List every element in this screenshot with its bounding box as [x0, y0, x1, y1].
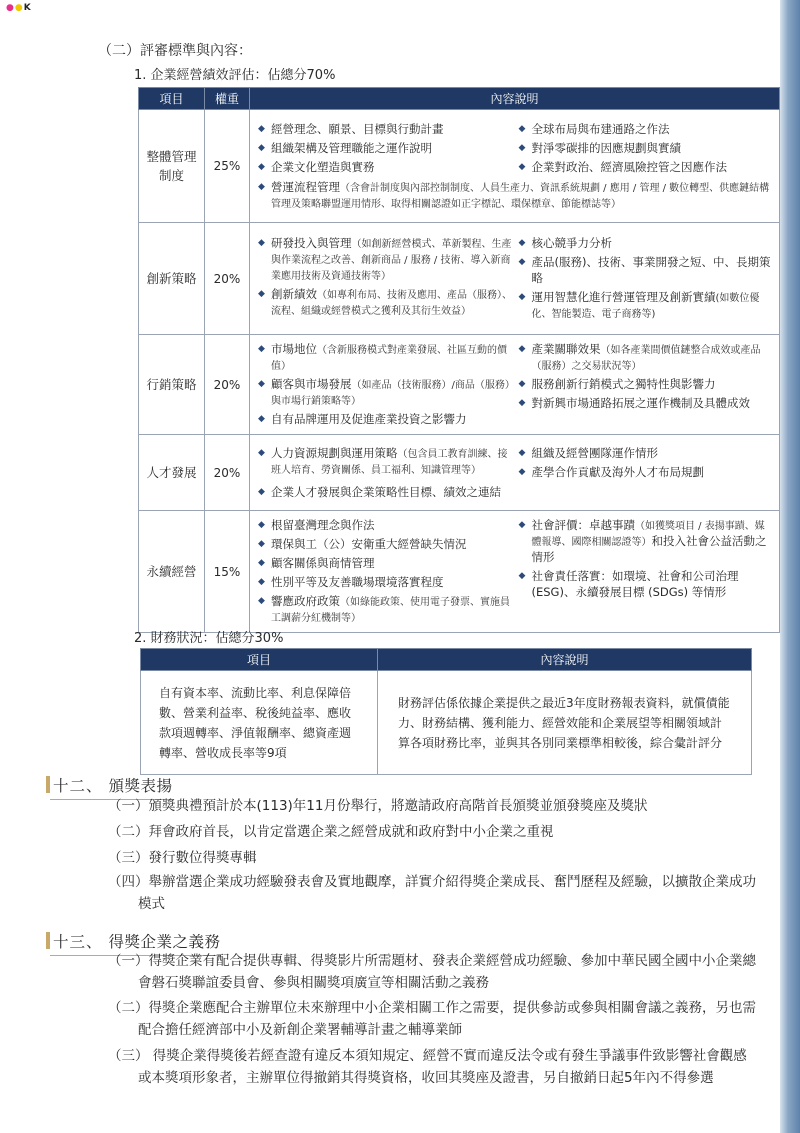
criteria-text: 產業關聯效果	[531, 342, 601, 356]
criteria-bullet	[258, 445, 513, 477]
header-item: 項目	[139, 88, 205, 110]
criteria-text: 全球布局與布建通路之作法	[531, 121, 670, 136]
criteria-text: 經營理念、願景、目標與行動計畫	[271, 121, 444, 136]
criteria-content	[250, 335, 780, 435]
criteria-text-tail: 和投入社會公益活動之情形	[531, 534, 767, 564]
criteria-bullet	[258, 286, 513, 318]
section12-item-1: （一）頒獎典禮預計於本(113)年11月份舉行，將邀請政府高階首長頒獎並頒發獎座及獎狀	[108, 798, 648, 814]
section13-number: 十三、	[53, 933, 103, 951]
criteria-text-tail: (ESG)、永續發展目標 (SDGs) 等情形	[531, 585, 727, 599]
criteria-bullet	[258, 159, 513, 175]
criteria-bullet	[258, 376, 513, 408]
criteria-note: (如數位優化、智能製造、電子商務等)	[531, 293, 760, 320]
criteria-text: 營運流程管理	[271, 179, 340, 194]
content-left-column	[258, 119, 513, 178]
criteria-bullet	[258, 536, 513, 552]
criteria-text: 對新興市場通路拓展之運作機制及具體成效	[531, 396, 750, 410]
header-weight: 權重	[205, 88, 250, 110]
table-row	[139, 223, 780, 335]
criteria-text: 環保與工（公）安衛重大經營缺失情況	[271, 537, 467, 551]
criteria-note: （如綠能政策、使用電子發票、實施員工調薪分紅機制等）	[271, 597, 510, 624]
section13-item-3: （三） 得獎企業得獎後若經查證有違反本須知規定、經營不實而違反法令或有發生爭議事件致影響社會觀感或本獎項形象者，主辦單位得撤銷其得獎資格，收回其獎座及證書，另自撤銷日起5年內不得參選	[108, 1048, 747, 1086]
criteria-bullet	[519, 395, 774, 411]
table-row	[139, 511, 780, 633]
header-item: 項目	[141, 649, 378, 671]
criteria-bullet	[519, 445, 774, 461]
criteria-note: （如產品（技術服務）/商品（服務）與市場行銷策略等）	[271, 380, 510, 407]
table1-caption: 1. 企業經營績效評估：佔總分70%	[134, 68, 336, 83]
section13-title: 得獎企業之義務	[108, 933, 221, 951]
header-content: 內容說明	[250, 88, 780, 110]
criteria-text: 顧客關係與商情管理	[271, 556, 375, 570]
content-right-column	[519, 443, 774, 483]
page-edge-band	[780, 0, 800, 1133]
content-right-column	[519, 233, 774, 324]
table2-caption: 2. 財務狀況：佔總分30%	[134, 631, 284, 646]
section13-item-1: （一）得獎企業有配合提供專輯、得獎影片所需題材、發表企業經營成功經驗、參加中華民國全國中小企業總會磐石獎聯誼委員會、參與相關獎項廣宣等相關活動之義務	[108, 953, 756, 991]
criteria-bullet	[519, 121, 774, 137]
criteria-note: （如專利布局、技術及應用、產品（服務）、流程、組織或經營模式之獲利及其衍生效益）	[271, 290, 512, 317]
table-row	[139, 335, 780, 435]
criteria-weight: 25%	[205, 110, 250, 223]
section-heading: （二）評審標準與內容：	[98, 43, 252, 59]
criteria-text: 市場地位	[271, 342, 317, 356]
criteria-bullet	[519, 376, 774, 392]
criteria-text: 人力資源規劃與運用策略	[271, 445, 398, 460]
criteria-bullet	[258, 235, 513, 283]
criteria-bullet	[258, 555, 513, 571]
criteria-item: 整體管理 制度	[139, 110, 205, 223]
criteria-text: 創新績效	[271, 287, 317, 301]
criteria-bullet	[519, 517, 774, 565]
criteria-bullet	[258, 140, 513, 156]
criteria-text: 企業對政治、經濟風險控管之因應作法	[531, 159, 727, 174]
section12-item-3: （三）發行數位得獎專輯	[108, 850, 257, 866]
print-color-marks: ●●K	[6, 3, 32, 13]
criteria-text: 產學合作貢獻及海外人才布局規劃	[531, 464, 704, 479]
criteria-item: 永續經營	[139, 511, 205, 633]
section12-item-4: （四）舉辦當選企業成功經驗發表會及實地觀摩，詳實介紹得獎企業成長、奮鬥歷程及經驗，以擴散企業成功模式	[108, 874, 756, 912]
table-row	[139, 435, 780, 511]
criteria-bullet	[258, 411, 513, 427]
criteria-text: 產品(服務)、技術、事業開發之短、中、長期策略	[531, 255, 771, 285]
criteria-note: （如各產業間價值鏈整合成效或產品（服務）之交易狀況等）	[531, 345, 761, 372]
criteria-bullet	[519, 568, 774, 600]
section13-heading	[46, 930, 221, 952]
section12-title: 頒獎表揚	[108, 777, 173, 795]
content-right-column	[519, 339, 774, 430]
financial-table	[140, 648, 752, 775]
criteria-text: 社會評價：卓越事蹟	[531, 518, 635, 532]
criteria-text: 對淨零碳排的因應規劃與實績	[531, 140, 681, 155]
criteria-note: （如獲獎項目 / 表揚事蹟、媒體報導、國際相關認證等）	[531, 521, 765, 548]
section12-number: 十二、	[53, 777, 103, 795]
criteria-bullet	[258, 574, 513, 590]
header-content: 內容說明	[378, 649, 752, 671]
criteria-content	[250, 511, 780, 633]
content-left-column	[258, 233, 513, 324]
criteria-bullet	[519, 235, 774, 251]
criteria-text: 核心競爭力分析	[531, 236, 612, 250]
criteria-note: （含新服務模式對產業發展、社區互動的價值）	[271, 345, 507, 372]
criteria-text: 研發投入與管理	[271, 236, 352, 250]
criteria-text: 組織及經營團隊運作情形	[531, 445, 658, 460]
criteria-text: 企業人才發展與企業策略性目標、績效之連結	[271, 484, 501, 499]
criteria-bullet	[258, 593, 513, 625]
criteria-bullet	[519, 341, 774, 373]
criteria-weight: 20%	[205, 335, 250, 435]
table-row	[139, 110, 780, 223]
criteria-bullet	[258, 179, 773, 211]
criteria-weight: 20%	[205, 223, 250, 335]
heading-accent-bar	[46, 932, 50, 949]
criteria-bullet	[519, 464, 774, 480]
criteria-item: 創新策略	[139, 223, 205, 335]
section13-item-2: （二）得獎企業應配合主辦單位未來辦理中小企業相關工作之需要，提供參訪或參與相關會議之義務，另也需配合擔任經濟部中小及新創企業署輔導計畫之輔導業師	[108, 1000, 756, 1038]
criteria-item: 行銷策略	[139, 335, 205, 435]
criteria-note: （含會計制度與內部控制制度、人員生產力、資訊系統規劃 / 應用 / 管理 / 數位轉型、供應鏈結構管理及策略聯盟運用情形、取得相關認證如正字標記、環保標章、節能標誌等）	[271, 182, 770, 210]
criteria-bullet	[519, 254, 774, 286]
criteria-text: 服務創新行銷模式之獨特性與影響力	[531, 377, 716, 391]
criteria-bullet	[258, 517, 513, 533]
criteria-note: （如創新經營模式、革新製程、生產與作業流程之改善、創新商品 / 服務 / 技術、導入新商業應用技術及資通技術等）	[271, 239, 512, 282]
content-left-column	[258, 339, 513, 430]
criteria-text: 運用智慧化進行營運管理及創新實績	[531, 290, 716, 304]
content-right-column	[519, 119, 774, 178]
section12-heading	[46, 774, 173, 796]
criteria-bullet	[519, 289, 774, 321]
criteria-content	[250, 110, 780, 223]
criteria-text: 自有品牌運用及促進產業投資之影響力	[271, 412, 467, 426]
heading-accent-bar	[46, 776, 50, 793]
criteria-content	[250, 223, 780, 335]
criteria-note: （包含員工教育訓練、接班人培育、勞資關係、員工福利、知識管理等）	[271, 448, 508, 476]
criteria-content	[250, 435, 780, 511]
criteria-text: 企業文化塑造與實務	[271, 159, 375, 174]
criteria-bullet	[258, 121, 513, 137]
criteria-weight: 15%	[205, 511, 250, 633]
section12-item-2: （二）拜會政府首長，以肯定當選企業之經營成就和政府對中小企業之重視	[108, 824, 554, 840]
criteria-bullet	[519, 140, 774, 156]
criteria-bullet	[258, 484, 773, 500]
criteria-weight: 20%	[205, 435, 250, 511]
performance-table	[138, 87, 780, 633]
criteria-text: 響應政府政策	[271, 594, 340, 608]
criteria-item: 人才發展	[139, 435, 205, 511]
content-right-column	[519, 515, 774, 628]
criteria-text: 社會責任落實：如環境、社會和公司治理	[531, 569, 739, 583]
criteria-text: 根留臺灣理念與作法	[271, 518, 375, 532]
financial-description: 財務評估係依據企業提供之最近3年度財務報表資料，就償債能力、財務結構、獲利能力、經營效能和企業展望等相關領域計算各項財務比率，並與其各別同業標準相較後，綜合彙計評分	[378, 671, 752, 775]
criteria-bullet	[258, 341, 513, 373]
criteria-bullet	[519, 159, 774, 175]
criteria-text: 性別平等及友善職場環境落實程度	[271, 575, 444, 589]
content-left-column	[258, 443, 513, 483]
content-left-column	[258, 515, 513, 628]
criteria-text: 顧客與市場發展	[271, 377, 352, 391]
criteria-text: 組織架構及管理職能之運作說明	[271, 140, 432, 155]
financial-items: 自有資本率、流動比率、利息保障倍數、營業利益率、稅後純益率、應收款項週轉率、淨值報酬率、總資產週轉率、營收成長率等9項	[141, 671, 378, 775]
